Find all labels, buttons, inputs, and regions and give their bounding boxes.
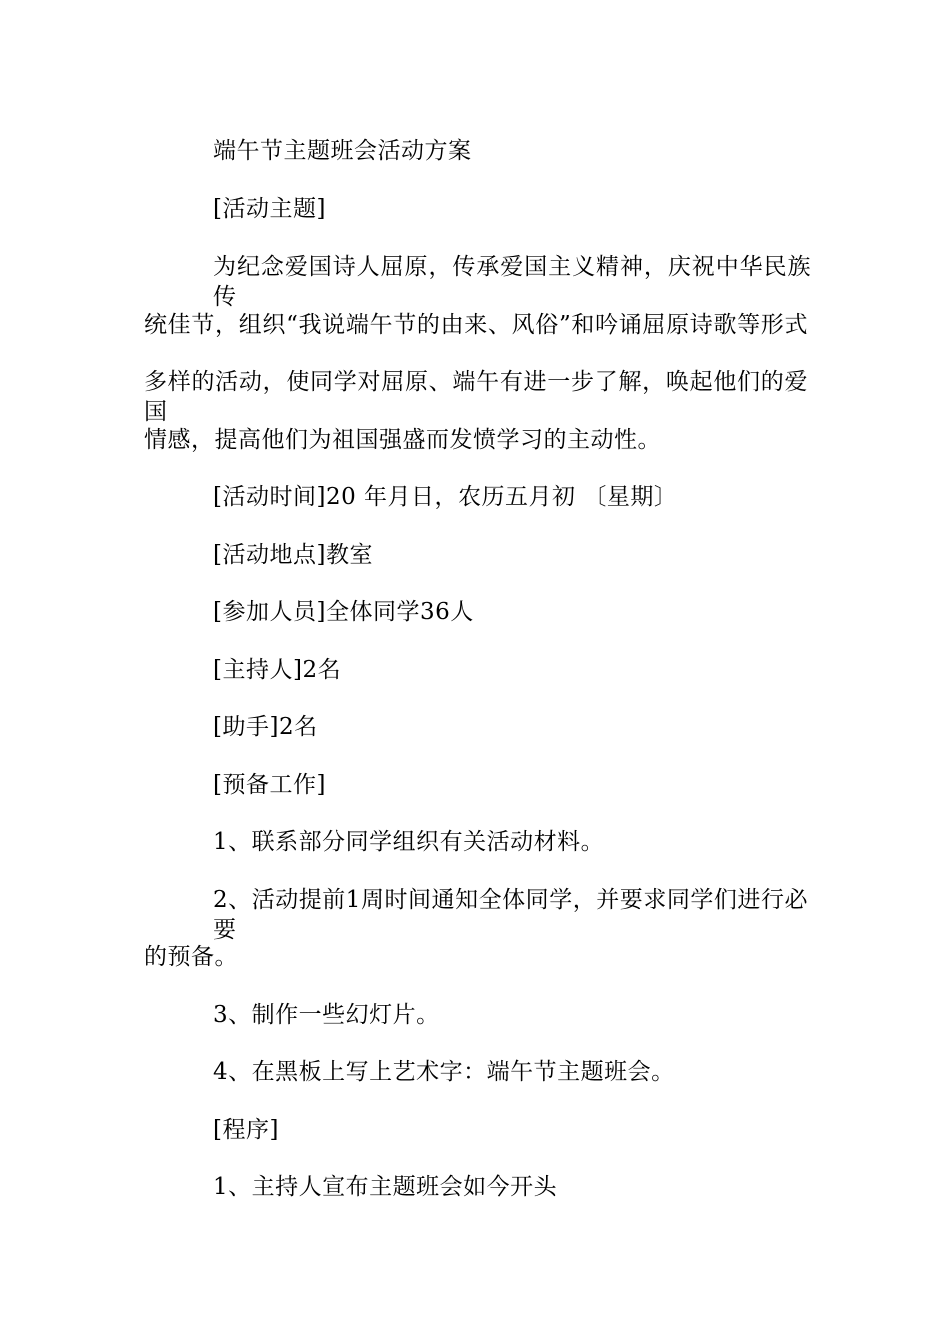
theme-line-4: 情感，提高他们为祖国强盛而发愤学习的主动性。 [144, 427, 661, 453]
host: [主持人]2名 [213, 657, 342, 683]
prep-item-4: 4、在黑板上写上艺术字：端午节主题班会。 [213, 1059, 675, 1085]
assistant: [助手]2名 [213, 714, 318, 740]
theme-line-3: 多样的活动，使同学对屈原、端午有进一步了解，唤起他们的爱国 [144, 369, 808, 425]
theme-line-1: 为纪念爱国诗人屈原，传承爱国主义精神，庆祝中华民族传 [213, 254, 811, 310]
procedure-heading: [程序] [213, 1117, 279, 1143]
theme-line-2: 统佳节，组织“我说端午节的由来、风俗”和吟诵屈原诗歌等形式 [144, 312, 808, 338]
prep-item-2-line-1: 2、活动提前1周时间通知全体同学，并要求同学们进行必要 [213, 887, 808, 943]
prep-item-2-line-2: 的预备。 [144, 944, 238, 970]
document-title: 端午节主题班会活动方案 [213, 138, 472, 164]
activity-place: [活动地点]教室 [213, 542, 373, 568]
procedure-item-1: 1、主持人宣布主题班会如今开头 [213, 1174, 558, 1200]
theme-heading: [活动主题] [213, 196, 326, 222]
prep-item-3: 3、制作一些幻灯片。 [213, 1002, 440, 1028]
prep-item-1: 1、联系部分同学组织有关活动材料。 [213, 829, 605, 855]
prep-heading: [预备工作] [213, 772, 326, 798]
activity-time: [活动时间]20 年月日，农历五月初 〔星期〕 [213, 484, 678, 510]
participants: [参加人员]全体同学36人 [213, 599, 474, 625]
